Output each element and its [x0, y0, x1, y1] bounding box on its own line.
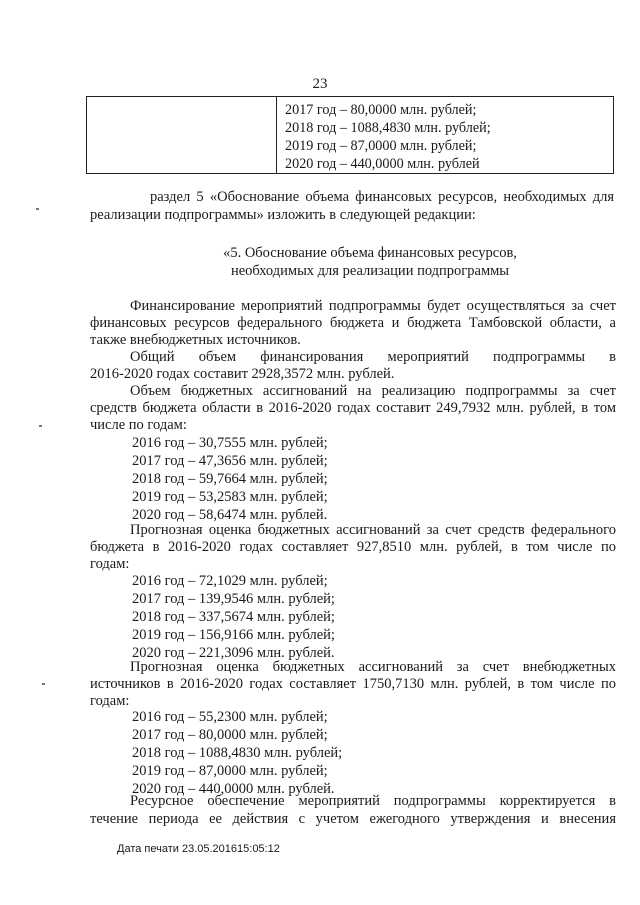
list-item: 2017 год – 80,0000 млн. рублей;: [132, 727, 328, 743]
table-row: 2019 год – 87,0000 млн. рублей;: [285, 138, 477, 154]
list-item: 2019 год – 53,2583 млн. рублей;: [132, 489, 328, 505]
p6-line-2: течение периода ее действия с учетом ежегодного утверждения и внесения: [90, 811, 616, 827]
list-item: 2020 год – 440,0000 млн. рублей.: [132, 781, 335, 797]
list-item: 2017 год – 47,3656 млн. рублей;: [132, 453, 328, 469]
scan-speck: [39, 425, 42, 427]
list-item: 2020 год – 221,3096 млн. рублей.: [132, 645, 335, 661]
p2-line-1: Общий объем финансирования мероприятий подпрограммы в: [130, 349, 616, 365]
scan-speck: [42, 683, 45, 685]
funding-table: [86, 96, 614, 174]
p4-line-1: Прогнозная оценка бюджетных ассигнований за счет средств федерального: [130, 522, 616, 538]
list-item: 2020 год – 58,6474 млн. рублей.: [132, 507, 328, 523]
intro-line-1: раздел 5 «Обоснование объема финансовых ресурсов, необходимых для: [150, 189, 614, 205]
budget-list-extrabudgetary: [132, 708, 342, 798]
p5-line-1: Прогнозная оценка бюджетных ассигнований за счет внебюджетных: [130, 659, 616, 675]
print-date-footer: Дата печати 23.05.201615:05:12: [117, 843, 280, 855]
p6-line-1: Ресурсное обеспечение мероприятий подпрограммы корректируется в: [130, 793, 616, 809]
table-divider: [276, 97, 277, 173]
intro-line-2: реализации подпрограммы» изложить в следующей редакции:: [90, 207, 476, 223]
list-item: 2018 год – 59,7664 млн. рублей;: [132, 471, 328, 487]
list-item: 2019 год – 156,9166 млн. рублей;: [132, 627, 335, 643]
list-item: 2016 год – 30,7555 млн. рублей;: [132, 435, 328, 451]
p2-line-2: 2016-2020 годах составит 2928,3572 млн. рублей.: [90, 366, 395, 382]
p4-line-3: годам:: [90, 556, 130, 572]
page-number: 23: [312, 76, 328, 92]
p3-line-2: средств бюджета области в 2016-2020 годах составит 249,7932 млн. рублей, в том: [90, 400, 616, 416]
section-heading-line-1: «5. Обоснование объема финансовых ресурсов,: [223, 245, 517, 261]
list-item: 2018 год – 337,5674 млн. рублей;: [132, 609, 335, 625]
p3-line-3: числе по годам:: [90, 417, 187, 433]
budget-list-regional: [132, 434, 328, 524]
p1-line-3: также внебюджетных источников.: [90, 332, 301, 348]
scan-speck: [36, 208, 39, 210]
table-row: 2020 год – 440,0000 млн. рублей: [285, 156, 480, 172]
p5-line-2: источников в 2016-2020 годах составляет 1750,7130 млн. рублей, в том числе по: [90, 676, 616, 692]
list-item: 2019 год – 87,0000 млн. рублей;: [132, 763, 328, 779]
list-item: 2017 год – 139,9546 млн. рублей;: [132, 591, 335, 607]
section-heading-line-2: необходимых для реализации подпрограммы: [230, 263, 510, 279]
list-item: 2018 год – 1088,4830 млн. рублей;: [132, 745, 343, 761]
list-item: 2016 год – 72,1029 млн. рублей;: [132, 573, 328, 589]
table-row: 2017 год – 80,0000 млн. рублей;: [285, 102, 477, 118]
p5-line-3: годам:: [90, 693, 130, 709]
table-row: 2018 год – 1088,4830 млн. рублей;: [285, 120, 491, 136]
p1-line-1: Финансирование мероприятий подпрограммы будет осуществляться за счет: [130, 298, 616, 314]
p4-line-2: бюджета в 2016-2020 годах составляет 927,8510 млн. рублей, в том числе по: [90, 539, 616, 555]
p3-line-1: Объем бюджетных ассигнований на реализацию подпрограммы за счет: [130, 383, 616, 399]
list-item: 2016 год – 55,2300 млн. рублей;: [132, 709, 328, 725]
budget-list-federal: [132, 572, 335, 662]
p1-line-2: финансовых ресурсов федерального бюджета и бюджета Тамбовской области, а: [90, 315, 616, 331]
table-cell-values: [285, 101, 491, 173]
